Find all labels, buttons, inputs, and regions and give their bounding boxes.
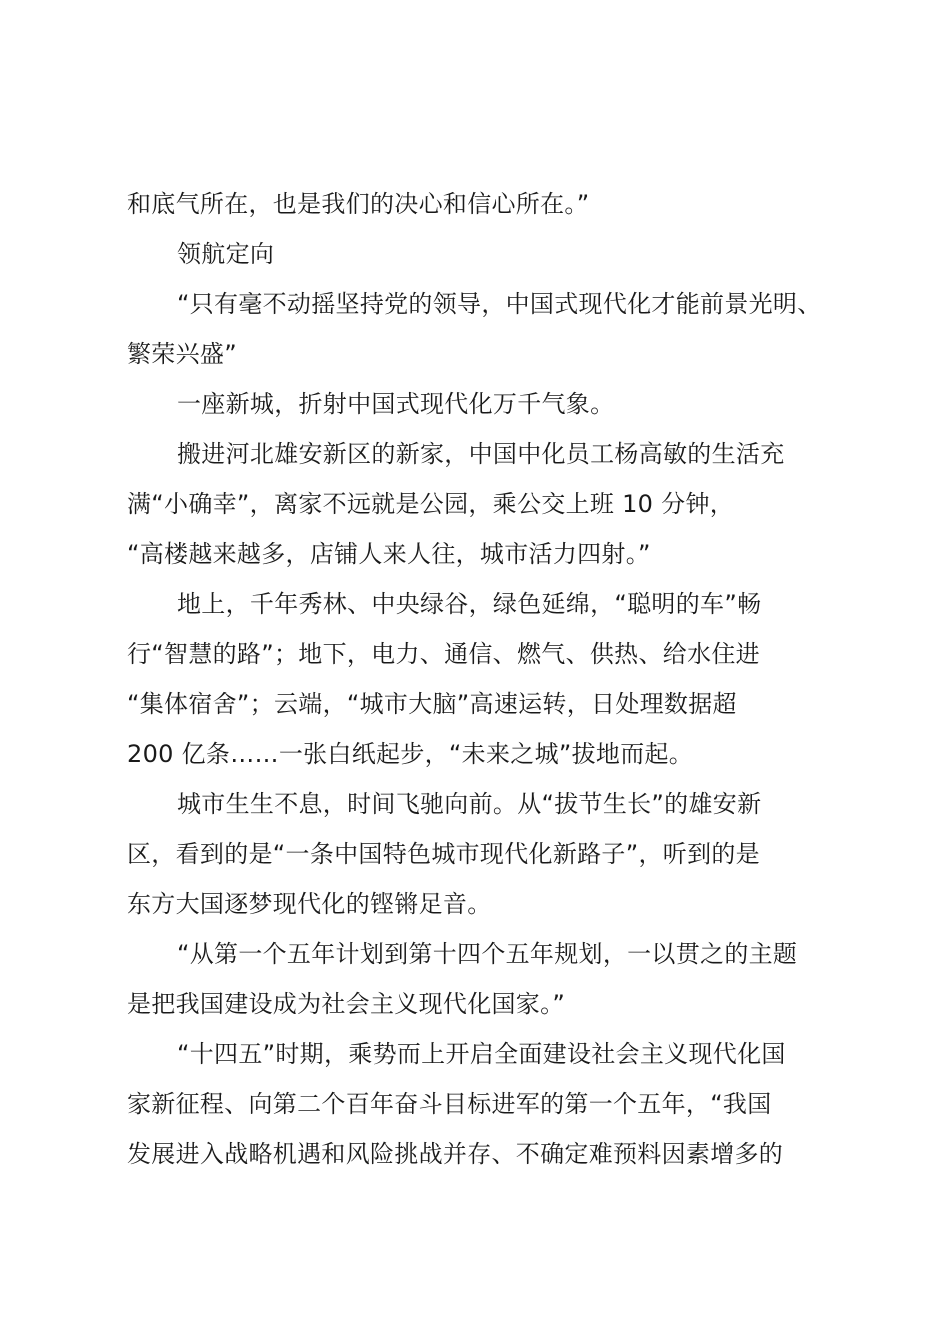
text-line: 和底气所在，也是我们的决心和信心所在。” [127,190,590,218]
text-line: 一座新城，折射中国式现代化万千气象。 [177,390,615,418]
text-line: 家新征程、向第二个百年奋斗目标进军的第一个五年，“我国 [127,1090,772,1118]
text-line: 搬进河北雄安新区的新家，中国中化员工杨高敏的生活充 [177,440,785,468]
text-line: 城市生生不息，时间飞驰向前。从“拔节生长”的雄安新 [177,790,762,818]
text-line: 区，看到的是“一条中国特色城市现代化新路子”，听到的是 [127,840,760,868]
text-line: 200 亿条……一张白纸起步，“未来之城”拔地而起。 [127,740,694,768]
text-line: “集体宿舍”；云端，“城市大脑”高速运转，日处理数据超 [127,690,737,718]
text-line: 地上，千年秀林、中央绿谷，绿色延绵，“聪明的车”畅 [177,590,762,618]
text-line: “从第一个五年计划到第十四个五年规划，一以贯之的主题 [177,940,798,968]
text-line: “只有毫不动摇坚持党的领导，中国式现代化才能前景光明、 [177,290,822,318]
text-line: “十四五”时期，乘势而上开启全面建设社会主义现代化国 [177,1040,786,1068]
text-line: 是把我国建设成为社会主义现代化国家。” [127,990,566,1018]
text-line: 东方大国逐梦现代化的铿锵足音。 [127,890,492,918]
text-line: 满“小确幸”，离家不远就是公园，乘公交上班 10 分钟， [127,490,735,518]
text-line: 繁荣兴盛” [127,340,237,368]
section-heading: 领航定向 [177,240,275,268]
text-line: 行“智慧的路”；地下，电力、通信、燃气、供热、给水住进 [127,640,760,668]
text-line: 发展进入战略机遇和风险挑战并存、不确定难预料因素增多的 [127,1140,784,1168]
text-line: “高楼越来越多，店铺人来人往，城市活力四射。” [127,540,651,568]
